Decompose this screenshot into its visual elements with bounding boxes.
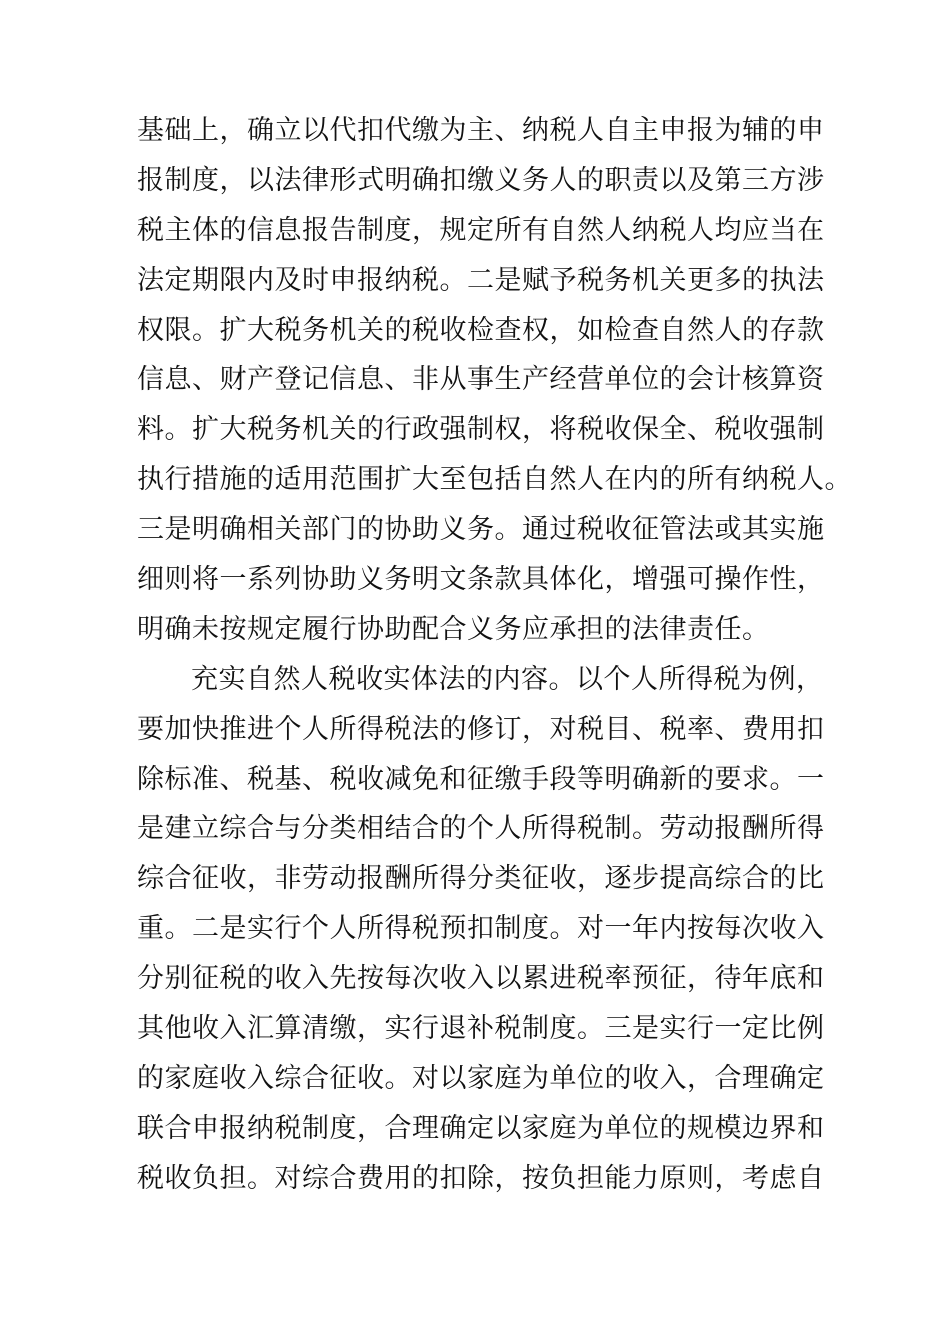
text-line: 信息、财产登记信息、非从事生产经营单位的会计核算资 — [137, 364, 825, 396]
text-line: 联合申报纳税制度，合理确定以家庭为单位的规模边界和 — [137, 1112, 825, 1144]
text-line: 分别征税的收入先按每次收入以累进税率预征，待年底和 — [137, 963, 825, 995]
text-line: 税主体的信息报告制度，规定所有自然人纳税人均应当在 — [137, 214, 825, 246]
text-line: 权限。扩大税务机关的税收检查权，如检查自然人的存款 — [137, 314, 825, 346]
body-text — [137, 106, 857, 1204]
text-line: 料。扩大税务机关的行政强制权，将税收保全、税收强制 — [137, 414, 825, 446]
text-line: 重。二是实行个人所得税预扣制度。对一年内按每次收入 — [137, 913, 825, 945]
text-line: 基础上，确立以代扣代缴为主、纳税人自主申报为辅的申 — [137, 115, 825, 146]
text-line: 执行措施的适用范围扩大至包括自然人在内的所有纳税人。 — [137, 464, 852, 496]
text-line: 明确未按规定履行协助配合义务应承担的法律责任。 — [137, 613, 770, 645]
text-line: 的家庭收入综合征收。对以家庭为单位的收入，合理确定 — [137, 1062, 825, 1094]
text-line: 三是明确相关部门的协助义务。通过税收征管法或其实施 — [137, 514, 825, 546]
paragraph-first-line: 充实自然人税收实体法的内容。以个人所得税为例， — [191, 663, 824, 695]
text-line: 法定期限内及时申报纳税。二是赋予税务机关更多的执法 — [137, 264, 825, 296]
text-line: 税收负担。对综合费用的扣除，按负担能力原则，考虑自 — [137, 1162, 825, 1194]
text-line: 是建立综合与分类相结合的个人所得税制。劳动报酬所得 — [137, 813, 825, 845]
text-line: 除标准、税基、税收减免和征缴手段等明确新的要求。一 — [137, 763, 825, 795]
text-line: 综合征收，非劳动报酬所得分类征收，逐步提高综合的比 — [137, 863, 825, 895]
text-line: 细则将一系列协助义务明文条款具体化，增强可操作性， — [137, 564, 825, 596]
text-line: 要加快推进个人所得税法的修订，对税目、税率、费用扣 — [137, 713, 825, 745]
text-line: 报制度，以法律形式明确扣缴义务人的职责以及第三方涉 — [137, 164, 825, 196]
text-line: 其他收入汇算清缴，实行退补税制度。三是实行一定比例 — [137, 1013, 825, 1045]
